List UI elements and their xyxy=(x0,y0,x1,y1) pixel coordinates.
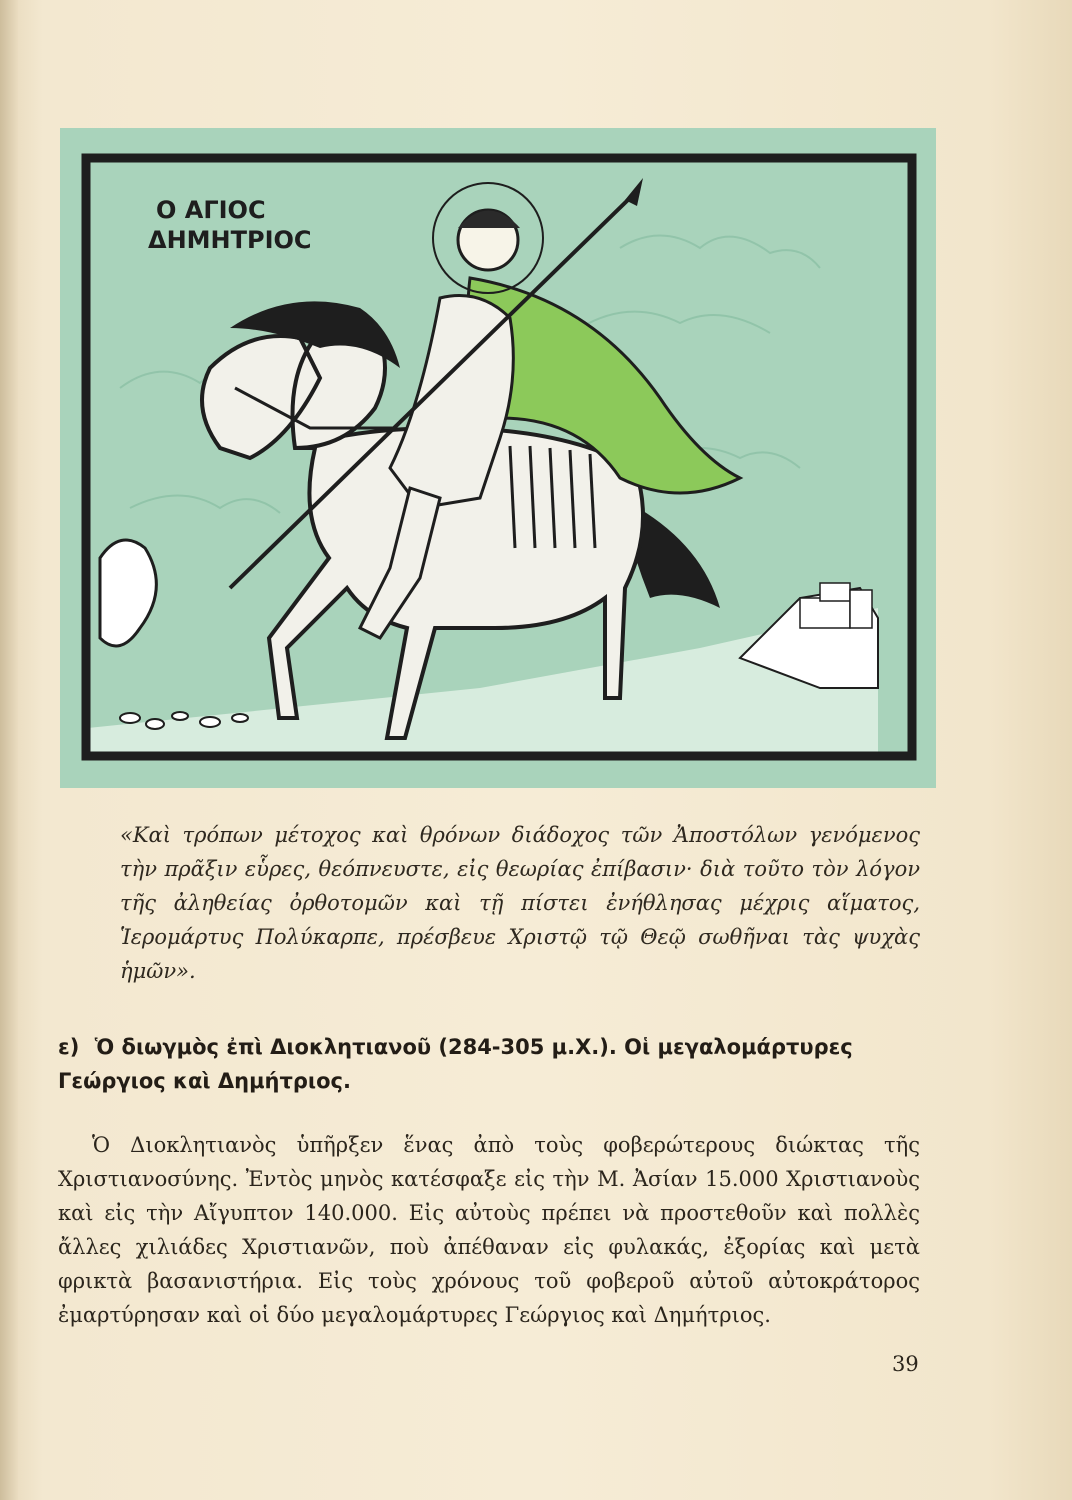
distant-town xyxy=(800,583,872,628)
section-marker: ε) xyxy=(58,1035,80,1059)
inscription-line1: Ο ΑΓΙΟϹ xyxy=(156,196,266,224)
section-title: Ὁ διωγμὸς ἐπὶ Διοκλητιανοῦ (284-305 μ.Χ.). Οἱ μεγαλομάρτυρες Γεώργιος καὶ Δημήτριος. xyxy=(58,1035,853,1093)
section-heading xyxy=(58,1030,920,1098)
hymn-caption: «Καὶ τρόπων μέτοχος καὶ θρόνων διάδοχος τῶν Ἀποστόλων γενόμενος τὴν πρᾶξιν εὗρες, θεόπνευστε, εἰς θεωρίας ἐπίβασιν· διὰ τοῦτο τὸν λόγον τῆς ἀληθείας ὀρθοτομῶν καὶ τῇ πίστει ἐνήθλησας μέχρις αἵματος, Ἱερομάρτυς Πολύκαρπε, πρέσβευε Χριστῷ τῷ Θεῷ σωθῆναι τὰς ψυχὰς ἡμῶν». xyxy=(120,823,920,983)
rock xyxy=(100,540,156,646)
inscription-line2: ΔΗΜΗΤΡΙΟϹ xyxy=(148,226,312,254)
page-number: 39 xyxy=(892,1352,919,1376)
body-paragraph: Ὁ Διοκλητιανὸς ὑπῆρξεν ἕνας ἀπὸ τοὺς φοβερώτερους διώκτας τῆς Χριστιανοσύνης. Ἐντὸς μηνὸς κατέσφαξε εἰς τὴν Μ. Ἀσίαν 15.000 Χριστιανοὺς καὶ εἰς τὴν Αἴγυπτον 140.000. Εἰς αὐτοὺς πρέπει νὰ προστεθοῦν καὶ πολλὲς ἄλλες χιλιάδες Χριστιανῶν, ποὺ ἀπέθαναν εἰς φυλακάς, ἐξορίας καὶ μετὰ φρικτὰ βασανιστήρια. Εἰς τοὺς χρόνους τοῦ φοβεροῦ αὐτοῦ αὐτοκράτορος ἐμαρτύρησαν καὶ οἱ δύο μεγαλομάρτυρες Γεώργιος καὶ Δημήτριος. xyxy=(58,1133,920,1327)
saint-demetrios-illustration xyxy=(60,128,936,788)
page-binding-edge xyxy=(0,0,18,1500)
